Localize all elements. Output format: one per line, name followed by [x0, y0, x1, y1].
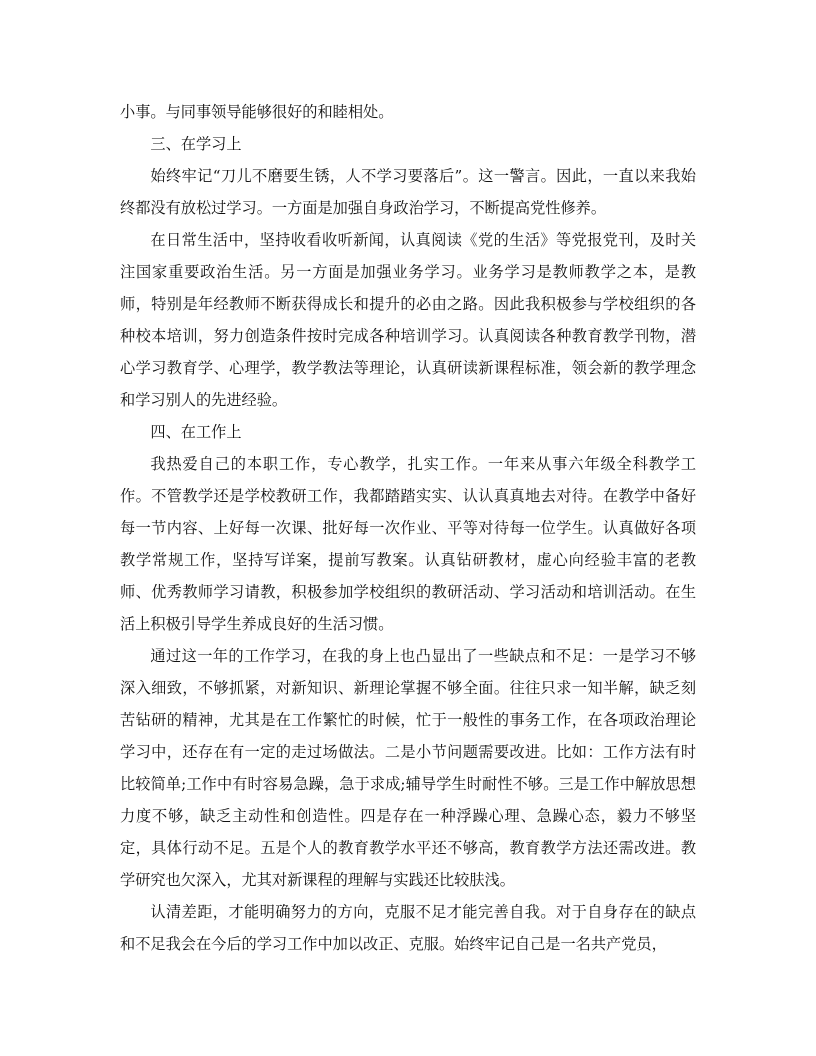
document-page: [120, 96, 696, 960]
paragraph-study-motto: 始终牢记“刀儿不磨要生锈，人不学习要落后”。这一警言。因此，一直以来我始终都没有放松过学习。一方面是加强自身政治学习，不断提高党性修养。: [120, 167, 696, 217]
paragraph-shortcomings: 通过这一年的工作学习，在我的身上也凸显出了一些缺点和不足：一是学习不够深入细致，不够抓紧，对新知识、新理论掌握不够全面。往往只求一知半解，缺乏刻苦钻研的精神，尤其是在工作繁忙的时候，忙于一般性的事务工作，在各项政治理论学习中，还存在有一定的走过场做法。二是小节问题需要改进。比如：工作方法有时比较简单;工作中有时容易急躁，急于求成;辅导学生时耐性不够。三是工作中解放思想力度不够，缺乏主动性和创造性。四是存在一种浮躁心理、急躁心态，毅力不够坚定，具体行动不足。五是个人的教育教学水平还不够高，教育教学方法还需改进。教学研究也欠深入，尤其对新课程的理解与实践还比较肤浅。: [120, 647, 696, 889]
paragraph-closing-line: 小事。与同事领导能够很好的和睦相处。: [120, 103, 394, 121]
heading-study: 三、在学习上: [150, 135, 242, 153]
heading-work: 四、在工作上: [150, 423, 242, 441]
paragraph-work-dedication: 我热爱自己的本职工作，专心教学，扎实工作。一年来从事六年级全科教学工作。不管教学还是学校教研工作，我都踏踏实实、认认真真地去对待。在教学中备好每一节内容、上好每一次课、批好每一次作业、平等对待每一位学生。认真做好各项教学常规工作，坚持写详案，提前写教案。认真钻研教材，虚心向经验丰富的老教师、优秀教师学习请教，积极参加学校组织的教研活动、学习活动和培训活动。在生活上积极引导学生养成良好的生活习惯。: [120, 455, 696, 633]
paragraph-study-daily: 在日常生活中，坚持收看收听新闻，认真阅读《党的生活》等党报党刊，及时关注国家重要政治生活。另一方面是加强业务学习。业务学习是教师教学之本，是教师，特别是年经教师不断获得成长和提升的必由之路。因此我积极参与学校组织的各种校本培训，努力创造条件按时完成各种培训学习。认真阅读各种教育教学刊物，潜心学习教育学、心理学，教学教法等理论，认真研读新课程标准，领会新的教学理念和学习别人的先进经验。: [120, 231, 696, 409]
paragraph-improvement: 认清差距，才能明确努力的方向，克服不足才能完善自我。对于自身存在的缺点和不足我会在今后的学习工作中加以改正、克服。始终牢记自己是一名共产党员，: [120, 903, 696, 953]
